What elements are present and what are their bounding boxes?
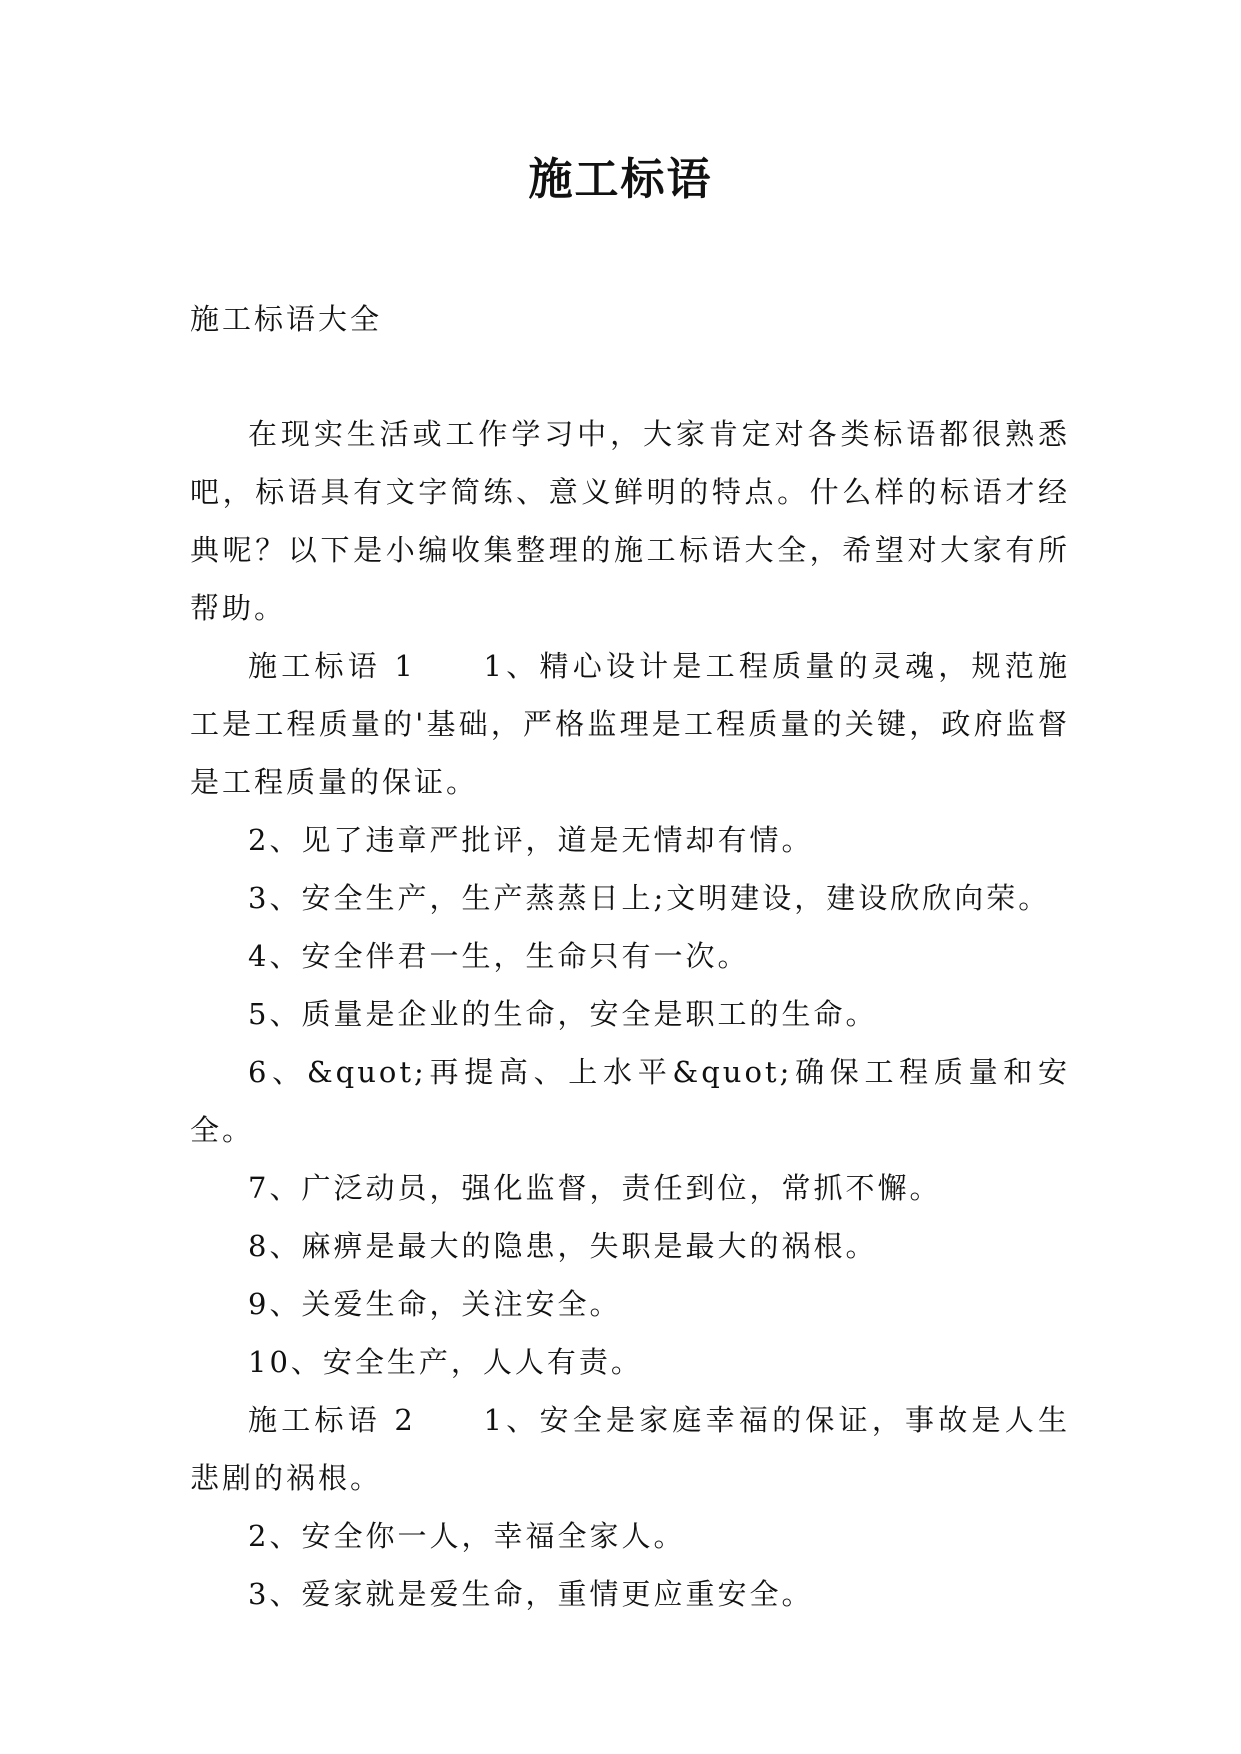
section-1-item-6: 6、&quot;再提高、上水平&quot;确保工程质量和安全。 — [190, 1055, 1070, 1147]
document-subtitle: 施工标语大全 — [190, 302, 383, 336]
section-1-item-2: 2、见了违章严批评，道是无情却有情。 — [248, 823, 814, 857]
section-1-item-9: 9、关爱生命，关注安全。 — [248, 1287, 622, 1321]
section-1-item-7: 7、广泛动员，强化监督，责任到位，常抓不懈。 — [248, 1171, 942, 1205]
section-1-item-10: 10、安全生产，人人有责。 — [248, 1345, 643, 1379]
section-2-item-1: 施工标语 2 1、安全是家庭幸福的保证，事故是人生悲剧的祸根。 — [190, 1403, 1070, 1495]
section-1-item-4: 4、安全伴君一生，生命只有一次。 — [248, 939, 750, 973]
section-2-item-3: 3、爱家就是爱生命，重情更应重安全。 — [248, 1577, 814, 1611]
section-1-item-3: 3、安全生产，生产蒸蒸日上;文明建设，建设欣欣向荣。 — [248, 881, 1051, 915]
intro-paragraph: 在现实生活或工作学习中，大家肯定对各类标语都很熟悉吧，标语具有文字简练、意义鲜明的特点。什么样的标语才经典呢？以下是小编收集整理的施工标语大全，希望对大家有所帮助。 — [190, 417, 1070, 625]
document-body — [190, 290, 1070, 1623]
section-2-item-2: 2、安全你一人，幸福全家人。 — [248, 1519, 686, 1553]
section-1-item-5: 5、质量是企业的生命，安全是职工的生命。 — [248, 997, 878, 1031]
section-1-item-8: 8、麻痹是最大的隐患，失职是最大的祸根。 — [248, 1229, 878, 1263]
document-title: 施工标语 — [528, 154, 713, 205]
section-1-item-1: 施工标语 1 1、精心设计是工程质量的灵魂，规范施工是工程质量的'基础，严格监理是工程质量的关键，政府监督是工程质量的保证。 — [190, 649, 1070, 799]
